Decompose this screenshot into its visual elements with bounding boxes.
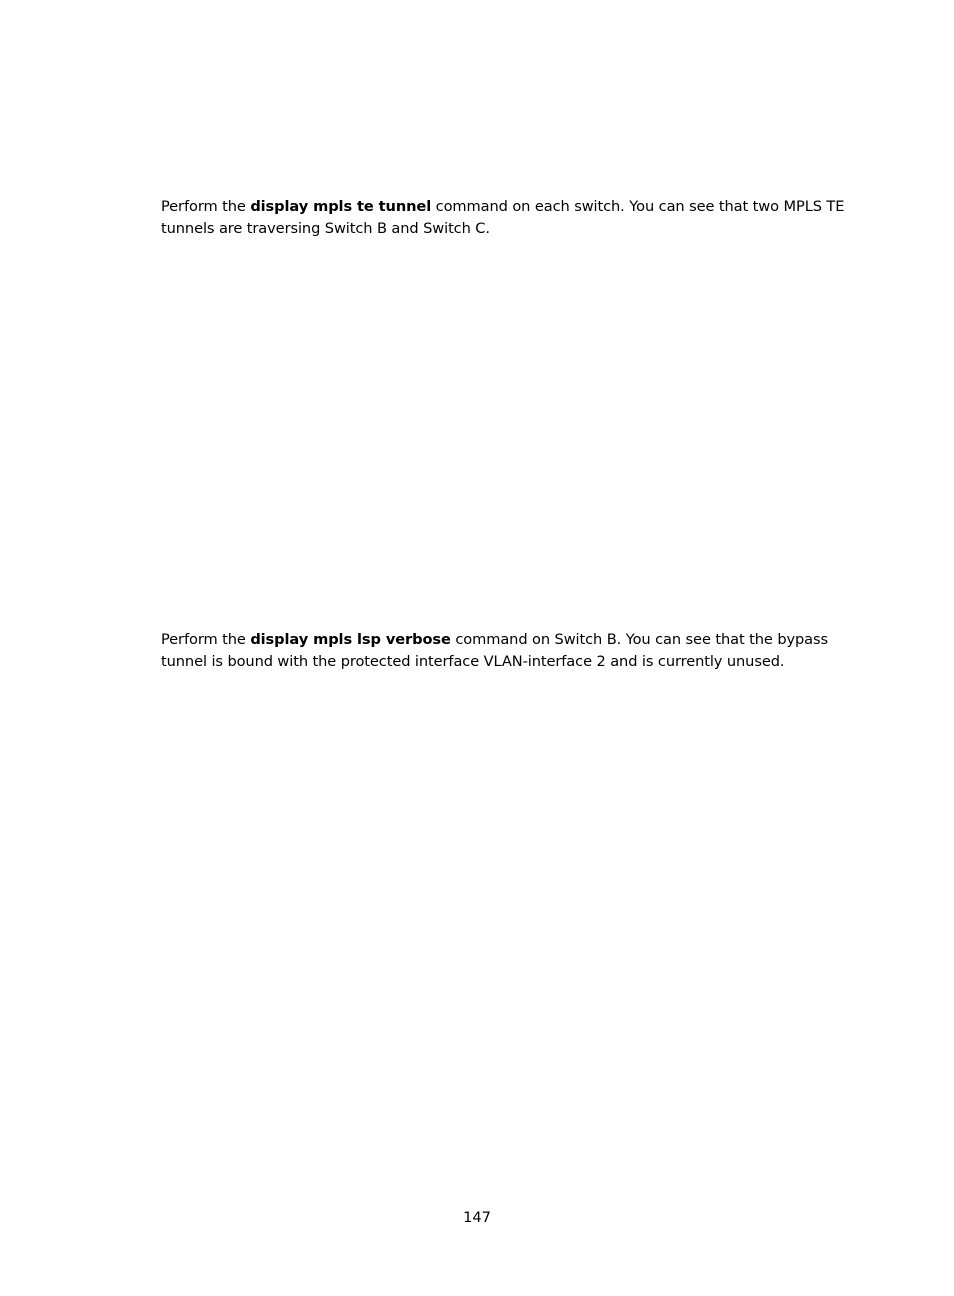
paragraph-te-tunnel — [161, 196, 867, 239]
page-number: 147 — [463, 1209, 491, 1226]
paragraph-suffix: command on Switch B. You can see that the bypass tunnel is bound with the protected interface VLAN-interface 2 and is currently unused. — [161, 631, 829, 670]
paragraph-suffix: command on each switch. You can see that two MPLS TE tunnels are traversing Switch B and Switch C. — [161, 198, 845, 237]
command-display-mpls-te-tunnel: display mpls te tunnel — [250, 198, 432, 215]
paragraph-prefix: Perform the — [161, 198, 251, 215]
paragraph-prefix: Perform the — [161, 631, 251, 648]
paragraph-lsp-verbose — [161, 629, 867, 672]
command-display-mpls-lsp-verbose: display mpls lsp verbose — [250, 631, 451, 648]
